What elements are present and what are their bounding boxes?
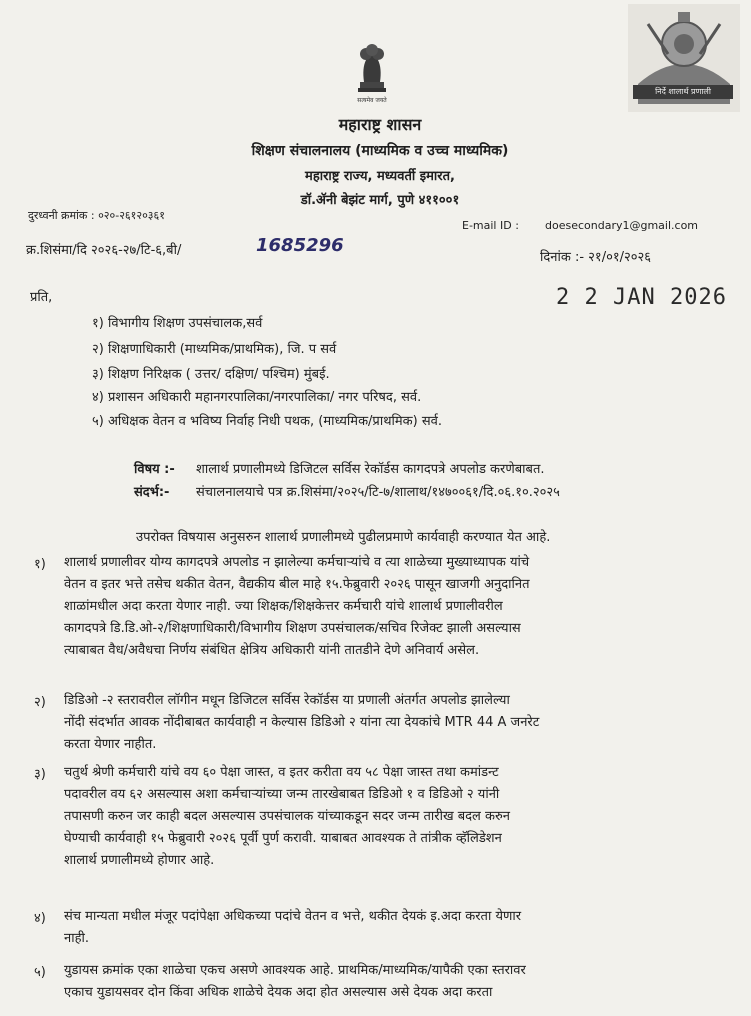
- phone-number: दुरध्वनी क्रमांक : ०२०-२६१२०३६१: [28, 209, 165, 222]
- recipient-item: ३) शिक्षण निरिक्षक ( उत्तर/ दक्षिण/ पश्चिम) मुंबई.: [92, 367, 330, 382]
- header-address-line2: डॉ.ॲनी बेझंट मार्ग, पुणे ४११००१: [300, 193, 460, 208]
- point-number: १): [34, 557, 46, 572]
- point-line: घेण्याची कार्यवाही १५ फेब्रुवारी २०२६ पूर्वी पुर्ण करावी. याबाबत आवश्यक ते तांत्रीक व्हॅलिडेशन: [64, 831, 502, 846]
- point-number: ४): [34, 911, 46, 926]
- point-number: ५): [34, 965, 46, 980]
- recipient-item: २) शिक्षणाधिकारी (माध्यमिक/प्राथमिक), जि. प सर्व: [92, 342, 337, 357]
- point-line: एकाच युडायसवर दोन किंवा अधिक शाळेचे देयक अदा होत असल्यास असे देयक अदा करता: [64, 985, 493, 1000]
- national-emblem-icon: [344, 38, 400, 108]
- email-address: doesecondary1@gmail.com: [545, 219, 699, 232]
- header-directorate: शिक्षण संचालनालय (माध्यमिक व उच्च माध्यमिक): [251, 143, 509, 159]
- reference-label: संदर्भ:-: [134, 485, 170, 500]
- header-address-line1: महाराष्ट्र राज्य, मध्यवर्ती इमारत,: [305, 169, 455, 184]
- reference-number: क्र.शिसंमा/दि २०२६-२७/टि-६,बी/: [26, 243, 182, 258]
- handwritten-number: 1685296: [256, 235, 344, 256]
- recipients-label: प्रति,: [30, 290, 53, 305]
- point-line: चतुर्थ श्रेणी कर्मचारी यांचे वय ६० पेक्षा जास्त, व इतर करीता वय ५८ पेक्षा जास्त तथा कमांडन्ट: [64, 765, 499, 780]
- point-line: करता येणार नाहीत.: [64, 737, 157, 752]
- point-number: २): [34, 695, 46, 710]
- received-date-stamp: 2 2 JAN 2026: [556, 285, 727, 310]
- email-label: E-mail ID :: [462, 219, 519, 232]
- emblem-motto: सत्यमेव जयते: [357, 97, 387, 104]
- recipient-item: ४) प्रशासन अधिकारी महानगरपालिका/नगरपालिका/ नगर परिषद, सर्व.: [92, 390, 422, 405]
- letter-date: दिनांक :- २१/०१/२०२६: [540, 250, 652, 265]
- point-line: कागदपत्रे डि.डि.ओ-२/शिक्षणाधिकारी/विभागीय शिक्षण उपसंचालक/सचिव रिजेक्ट झाली असल्यास: [64, 621, 521, 636]
- point-line: युडायस क्रमांक एका शाळेचा एकच असणे आवश्यक आहे. प्राथमिक/माध्यमिक/यापैकी एका स्तरावर: [64, 963, 526, 978]
- recipient-item: ५) अधिक्षक वेतन व भविष्य निर्वाह निधी पथक, (माध्यमिक/प्राथमिक) सर्व.: [92, 414, 442, 429]
- recipient-item: १) विभागीय शिक्षण उपसंचालक,सर्व: [92, 316, 263, 331]
- point-line: वेतन व इतर भत्ते तसेच थकीत वेतन, वैद्यकीय बील माहे १५.फेब्रुवारी २०२६ पासून खाजगी अनुदानित: [64, 577, 530, 592]
- point-2-text: [64, 690, 539, 756]
- point-line: नोंदी संदर्भात आवक नोंदीबाबत कार्यवाही न केल्यास डिडिओ २ यांना त्या देयकांचे MTR 44 A जनरेट: [64, 715, 540, 730]
- point-3-text: [64, 762, 510, 872]
- subject-text: शालार्थ प्रणालीमध्ये डिजिटल सर्विस रेकॉर्डस कागदपत्रे अपलोड करणेबाबत.: [196, 462, 545, 477]
- point-line: तपासणी करुन जर काही बदल असल्यास उपसंचालक यांच्याकडून सदर जन्म तारीख बदल करुन: [64, 809, 510, 824]
- point-4-text: [64, 906, 521, 950]
- point-number: ३): [34, 767, 46, 782]
- point-line: नाही.: [64, 931, 89, 946]
- point-line: शालार्थ प्रणालीमध्ये होणार आहे.: [64, 853, 215, 868]
- body-intro: उपरोक्त विषयास अनुसरुन शालार्थ प्रणालीमध्ये पुढीलप्रमाणे कार्यवाही करण्यात येत आहे.: [136, 530, 551, 545]
- seal-caption: निर्दे शालार्थ प्रणाली: [633, 85, 733, 99]
- reference-text: संचालनालयाचे पत्र क्र.शिसंमा/२०२५/टि-७/शालाथ/१४७००६१/दि.०६.१०.२०२५: [196, 485, 560, 500]
- point-1-text: [64, 552, 530, 662]
- header-title: महाराष्ट्र शासन: [338, 115, 422, 134]
- point-line: शाळांमधील अदा करता येणार नाही. ज्या शिक्षक/शिक्षकेत्तर कर्मचारी यांचे शालार्थ प्रणालीवरील: [64, 599, 503, 614]
- point-line: डिडिओ -२ स्तरावरील लॉगीन मधून डिजिटल सर्विस रेकॉर्डस या प्रणाली अंतर्गत अपलोड झालेल्या: [64, 693, 510, 708]
- point-line: संच मान्यता मधील मंजूर पदांपेक्षा अधिकच्या पदांचे वेतन व भत्ते, थकीत देयकं इ.अदा करता येणार: [64, 909, 522, 924]
- subject-label: विषय :-: [134, 462, 175, 477]
- point-line: शालार्थ प्रणालीवर योग्य कागदपत्रे अपलोड न झालेल्या कर्मचाऱ्यांचे व त्या शाळेच्या मुख्याध्यापक यांचे: [64, 555, 530, 570]
- point-line: त्याबाबत वैध/अवैधचा निर्णय संबंधित क्षेत्रिय अधिकारी यांनी तातडीने देणे अनिवार्य असेल.: [64, 643, 480, 658]
- point-line: पदावरील वय ६२ असल्यास अशा कर्मचाऱ्यांच्या जन्म तारखेबाबत डिडिओ १ व डिडिओ २ यांनी: [64, 787, 500, 802]
- point-5-text: [64, 960, 526, 1004]
